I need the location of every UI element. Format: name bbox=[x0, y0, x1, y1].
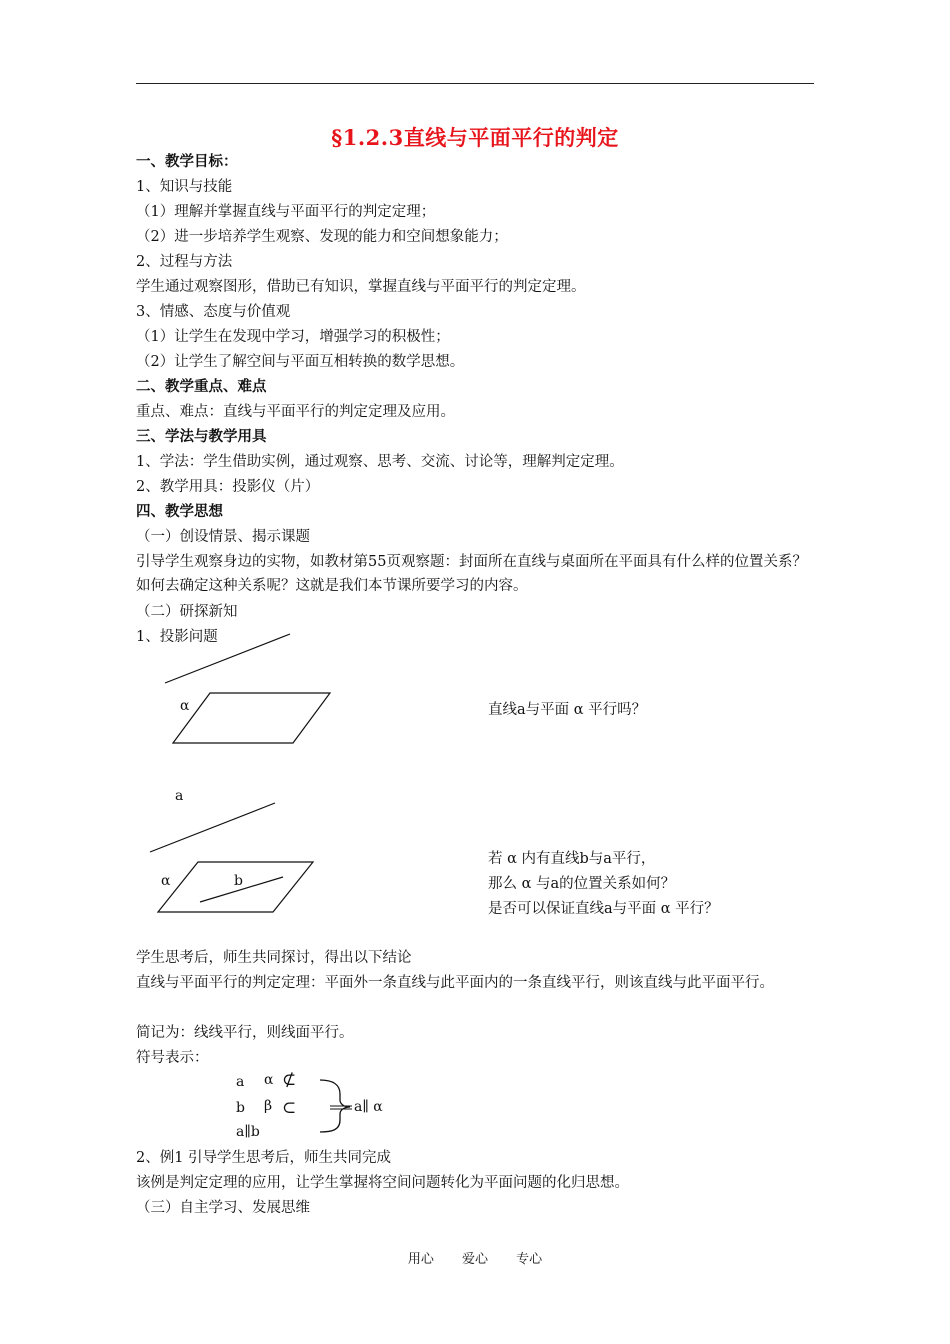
text-line: （1）理解并掌握直线与平面平行的判定定理； bbox=[136, 204, 436, 220]
text-line: 重点、难点：直线与平面平行的判定定理及应用。 bbox=[136, 404, 455, 420]
text-line: 1、投影问题 bbox=[136, 629, 218, 645]
symbol-b: b bbox=[236, 1100, 245, 1116]
text-line: 1、学法：学生借助实例，通过观察、思考、交流、讨论等，理解判定定理。 bbox=[136, 454, 624, 470]
page-title: §1.2.3直线与平面平行的判定 bbox=[331, 125, 619, 150]
figure2-inner-line-label: b bbox=[234, 873, 243, 889]
figure1-plane-label: α bbox=[180, 698, 190, 714]
symbol-result: a∥ α bbox=[354, 1099, 383, 1115]
text-line: （二）研探新知 bbox=[136, 604, 238, 620]
section-heading-2: 二、教学重点、难点 bbox=[136, 378, 267, 395]
text-line: （一）创设情景、揭示课题 bbox=[136, 529, 310, 545]
text-line: （1）让学生在发现中学习，增强学习的积极性； bbox=[136, 329, 450, 345]
footer-item: 用心 bbox=[407, 1252, 434, 1267]
text-line: 2、教学用具：投影仪（片） bbox=[136, 479, 320, 495]
text-line: 学生思考后，师生共同探讨，得出以下结论 bbox=[136, 950, 412, 966]
text-line: 该例是判定定理的应用，让学生掌握将空间问题转化为平面问题的化归思想。 bbox=[136, 1175, 629, 1191]
symbol-parallel: a∥b bbox=[236, 1124, 260, 1140]
section-heading-3: 三、学法与教学用具 bbox=[136, 428, 267, 445]
text-line: 符号表示： bbox=[136, 1050, 209, 1066]
figure1-question: 直线a与平面 α 平行吗？ bbox=[488, 702, 647, 718]
figure1-diagram bbox=[150, 630, 350, 750]
footer-item: 爱心 bbox=[461, 1252, 488, 1267]
text-line: （2）进一步培养学生观察、发现的能力和空间想象能力； bbox=[136, 229, 508, 245]
figure2-question-3: 是否可以保证直线a与平面 α 平行？ bbox=[488, 901, 719, 917]
section-heading-4: 四、教学思想 bbox=[136, 503, 223, 520]
not-subset-icon: ⊄ bbox=[282, 1070, 297, 1090]
figure2-diagram bbox=[145, 795, 325, 920]
figure2-line-label: a bbox=[175, 788, 184, 804]
text-line: （2）让学生了解空间与平面互相转换的数学思想。 bbox=[136, 354, 465, 370]
footer-item: 专心 bbox=[516, 1252, 543, 1267]
figure1-plane bbox=[173, 693, 330, 743]
text-line: 简记为：线线平行，则线面平行。 bbox=[136, 1025, 354, 1041]
figure2-line-a bbox=[150, 803, 275, 852]
subheading-attitude: 3、情感、态度与价值观 bbox=[136, 304, 291, 320]
figure1-line-a bbox=[165, 634, 290, 683]
paragraph-intro: 引导学生观察身边的实物，如教材第55页观察题：封面所在直线与桌面所在平面具有什么样的位置关系？如何去确定这种关系呢？这就是我们本节课所要学习的内容。 bbox=[136, 554, 807, 594]
subheading-knowledge: 1、知识与技能 bbox=[136, 179, 233, 195]
figure2-question-2: 那么 α 与a的位置关系如何？ bbox=[488, 876, 676, 892]
page-footer bbox=[0, 1248, 950, 1267]
header-rule bbox=[136, 83, 814, 84]
text-line: 学生通过观察图形，借助已有知识，掌握直线与平面平行的判定定理。 bbox=[136, 279, 586, 295]
symbol-beta: β bbox=[264, 1098, 273, 1114]
symbol-alpha: α bbox=[264, 1072, 274, 1088]
figure2-plane-label: α bbox=[161, 873, 171, 889]
brace-arrow-icon bbox=[318, 1076, 358, 1136]
symbol-a: a bbox=[236, 1074, 245, 1090]
subset-icon: ⊂ bbox=[282, 1098, 297, 1118]
text-line: （三）自主学习、发展思维 bbox=[136, 1200, 310, 1216]
figure2-question-1: 若 α 内有直线b与a平行， bbox=[488, 851, 656, 867]
text-line: 2、例1 引导学生思考后，师生共同完成 bbox=[136, 1150, 392, 1166]
theorem-statement: 直线与平面平行的判定定理：平面外一条直线与此平面内的一条直线平行，则该直线与此平面平行。 bbox=[136, 975, 774, 991]
section-heading-1: 一、教学目标： bbox=[136, 153, 238, 170]
subheading-process: 2、过程与方法 bbox=[136, 254, 233, 270]
